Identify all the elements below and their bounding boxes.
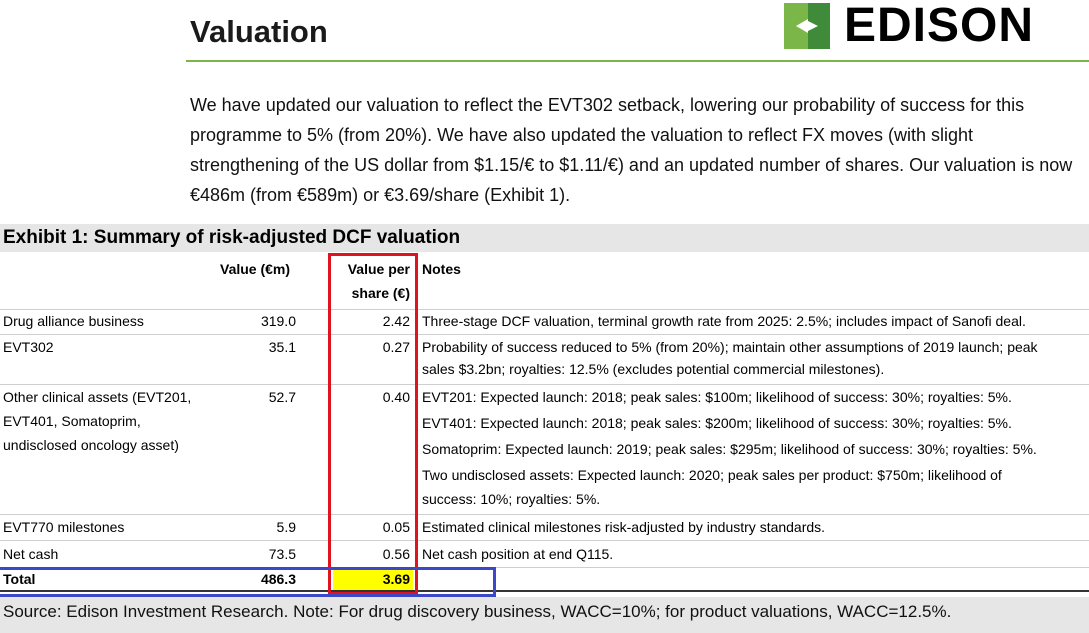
row-label-drug-alliance: Drug alliance business (3, 313, 144, 329)
header-divider (186, 60, 1089, 62)
row-per-share-total: 3.69 (382, 571, 410, 587)
table-divider (0, 514, 1089, 515)
row-note-evt401: EVT401: Expected launch: 2018; peak sales: $200m; likelihood of success: 30%; royalties: 5%. (422, 415, 1012, 431)
page-title: Valuation (190, 14, 328, 49)
column-header-per-share-line2: share (€) (351, 285, 410, 301)
column-header-per-share-line1: Value per (347, 261, 410, 277)
row-per-share-drug-alliance: 2.42 (382, 313, 410, 329)
row-per-share-evt302: 0.27 (382, 339, 410, 355)
row-value-drug-alliance: 319.0 (260, 313, 296, 329)
row-per-share-other-clinical: 0.40 (382, 389, 410, 405)
row-value-evt770: 5.9 (276, 519, 296, 535)
row-value-evt302: 35.1 (268, 339, 296, 355)
row-per-share-net-cash: 0.56 (382, 546, 410, 562)
intro-paragraph: We have updated our valuation to reflect the EVT302 setback, lowering our probability of success for this programme to 5% (from 20%). We have also updated the valuation to reflect FX moves (with slight strengthening of the US dollar from $1.15/€ to $1.11/€) and an updated number of shares. Our valuation is now €486m (from €589m) or €3.69/share (Exhibit 1). (190, 95, 1073, 205)
edison-logo (782, 0, 1034, 52)
exhibit-title: Exhibit 1: Summary of risk-adjusted DCF valuation (3, 227, 461, 248)
row-note-undisclosed-line1: Two undisclosed assets: Expected launch: 2020; peak sales per product: $750m; likelihood of (422, 467, 1002, 483)
row-note-evt302-line1: Probability of success reduced to 5% (from 20%); maintain other assumptions of 2019 launch; peak (422, 339, 1038, 355)
row-label-other-clinical-line2: EVT401, Somatoprim, (3, 413, 141, 429)
row-label-evt770: EVT770 milestones (3, 519, 125, 535)
column-header-value: Value (€m) (220, 261, 291, 277)
row-note-evt201: EVT201: Expected launch: 2018; peak sales: $100m; likelihood of success: 30%; royalties: 5%. (422, 389, 1012, 405)
table-divider (0, 334, 1089, 335)
row-label-total: Total (3, 571, 36, 587)
row-value-other-clinical: 52.7 (268, 389, 296, 405)
per-share-column-annotation (328, 253, 418, 595)
total-row-annotation (0, 567, 496, 597)
row-note-evt302-line2: sales $3.2bn; royalties: 12.5% (excludes potential commercial milestones). (422, 361, 885, 377)
row-value-net-cash: 73.5 (268, 546, 296, 562)
source-note: Source: Edison Investment Research. Note: For drug discovery business, WACC=10%; for product valuations, WACC=12.5%. (3, 602, 952, 621)
row-per-share-evt770: 0.05 (382, 519, 410, 535)
row-note-evt770: Estimated clinical milestones risk-adjusted by industry standards. (422, 519, 826, 535)
row-label-evt302: EVT302 (3, 339, 54, 355)
row-label-net-cash: Net cash (3, 546, 59, 562)
edison-logo-text: EDISON (844, 0, 1035, 52)
row-note-somatoprim: Somatoprim: Expected launch: 2019; peak sales: $295m; likelihood of success: 30%; royalties: 5%. (422, 441, 1037, 457)
row-note-drug-alliance: Three-stage DCF valuation, terminal growth rate from 2025: 2.5%; includes impact of Sanofi deal. (422, 313, 1026, 329)
row-label-other-clinical-line3: undisclosed oncology asset) (3, 437, 179, 453)
row-value-total: 486.3 (260, 571, 296, 587)
table-divider (0, 384, 1089, 385)
column-header-notes: Notes (422, 261, 461, 277)
row-note-net-cash: Net cash position at end Q115. (422, 546, 614, 562)
table-divider (0, 540, 1089, 541)
row-label-other-clinical-line1: Other clinical assets (EVT201, (3, 389, 192, 405)
row-note-undisclosed-line2: success: 10%; royalties: 5%. (422, 491, 601, 507)
edison-logo-icon (782, 1, 832, 51)
